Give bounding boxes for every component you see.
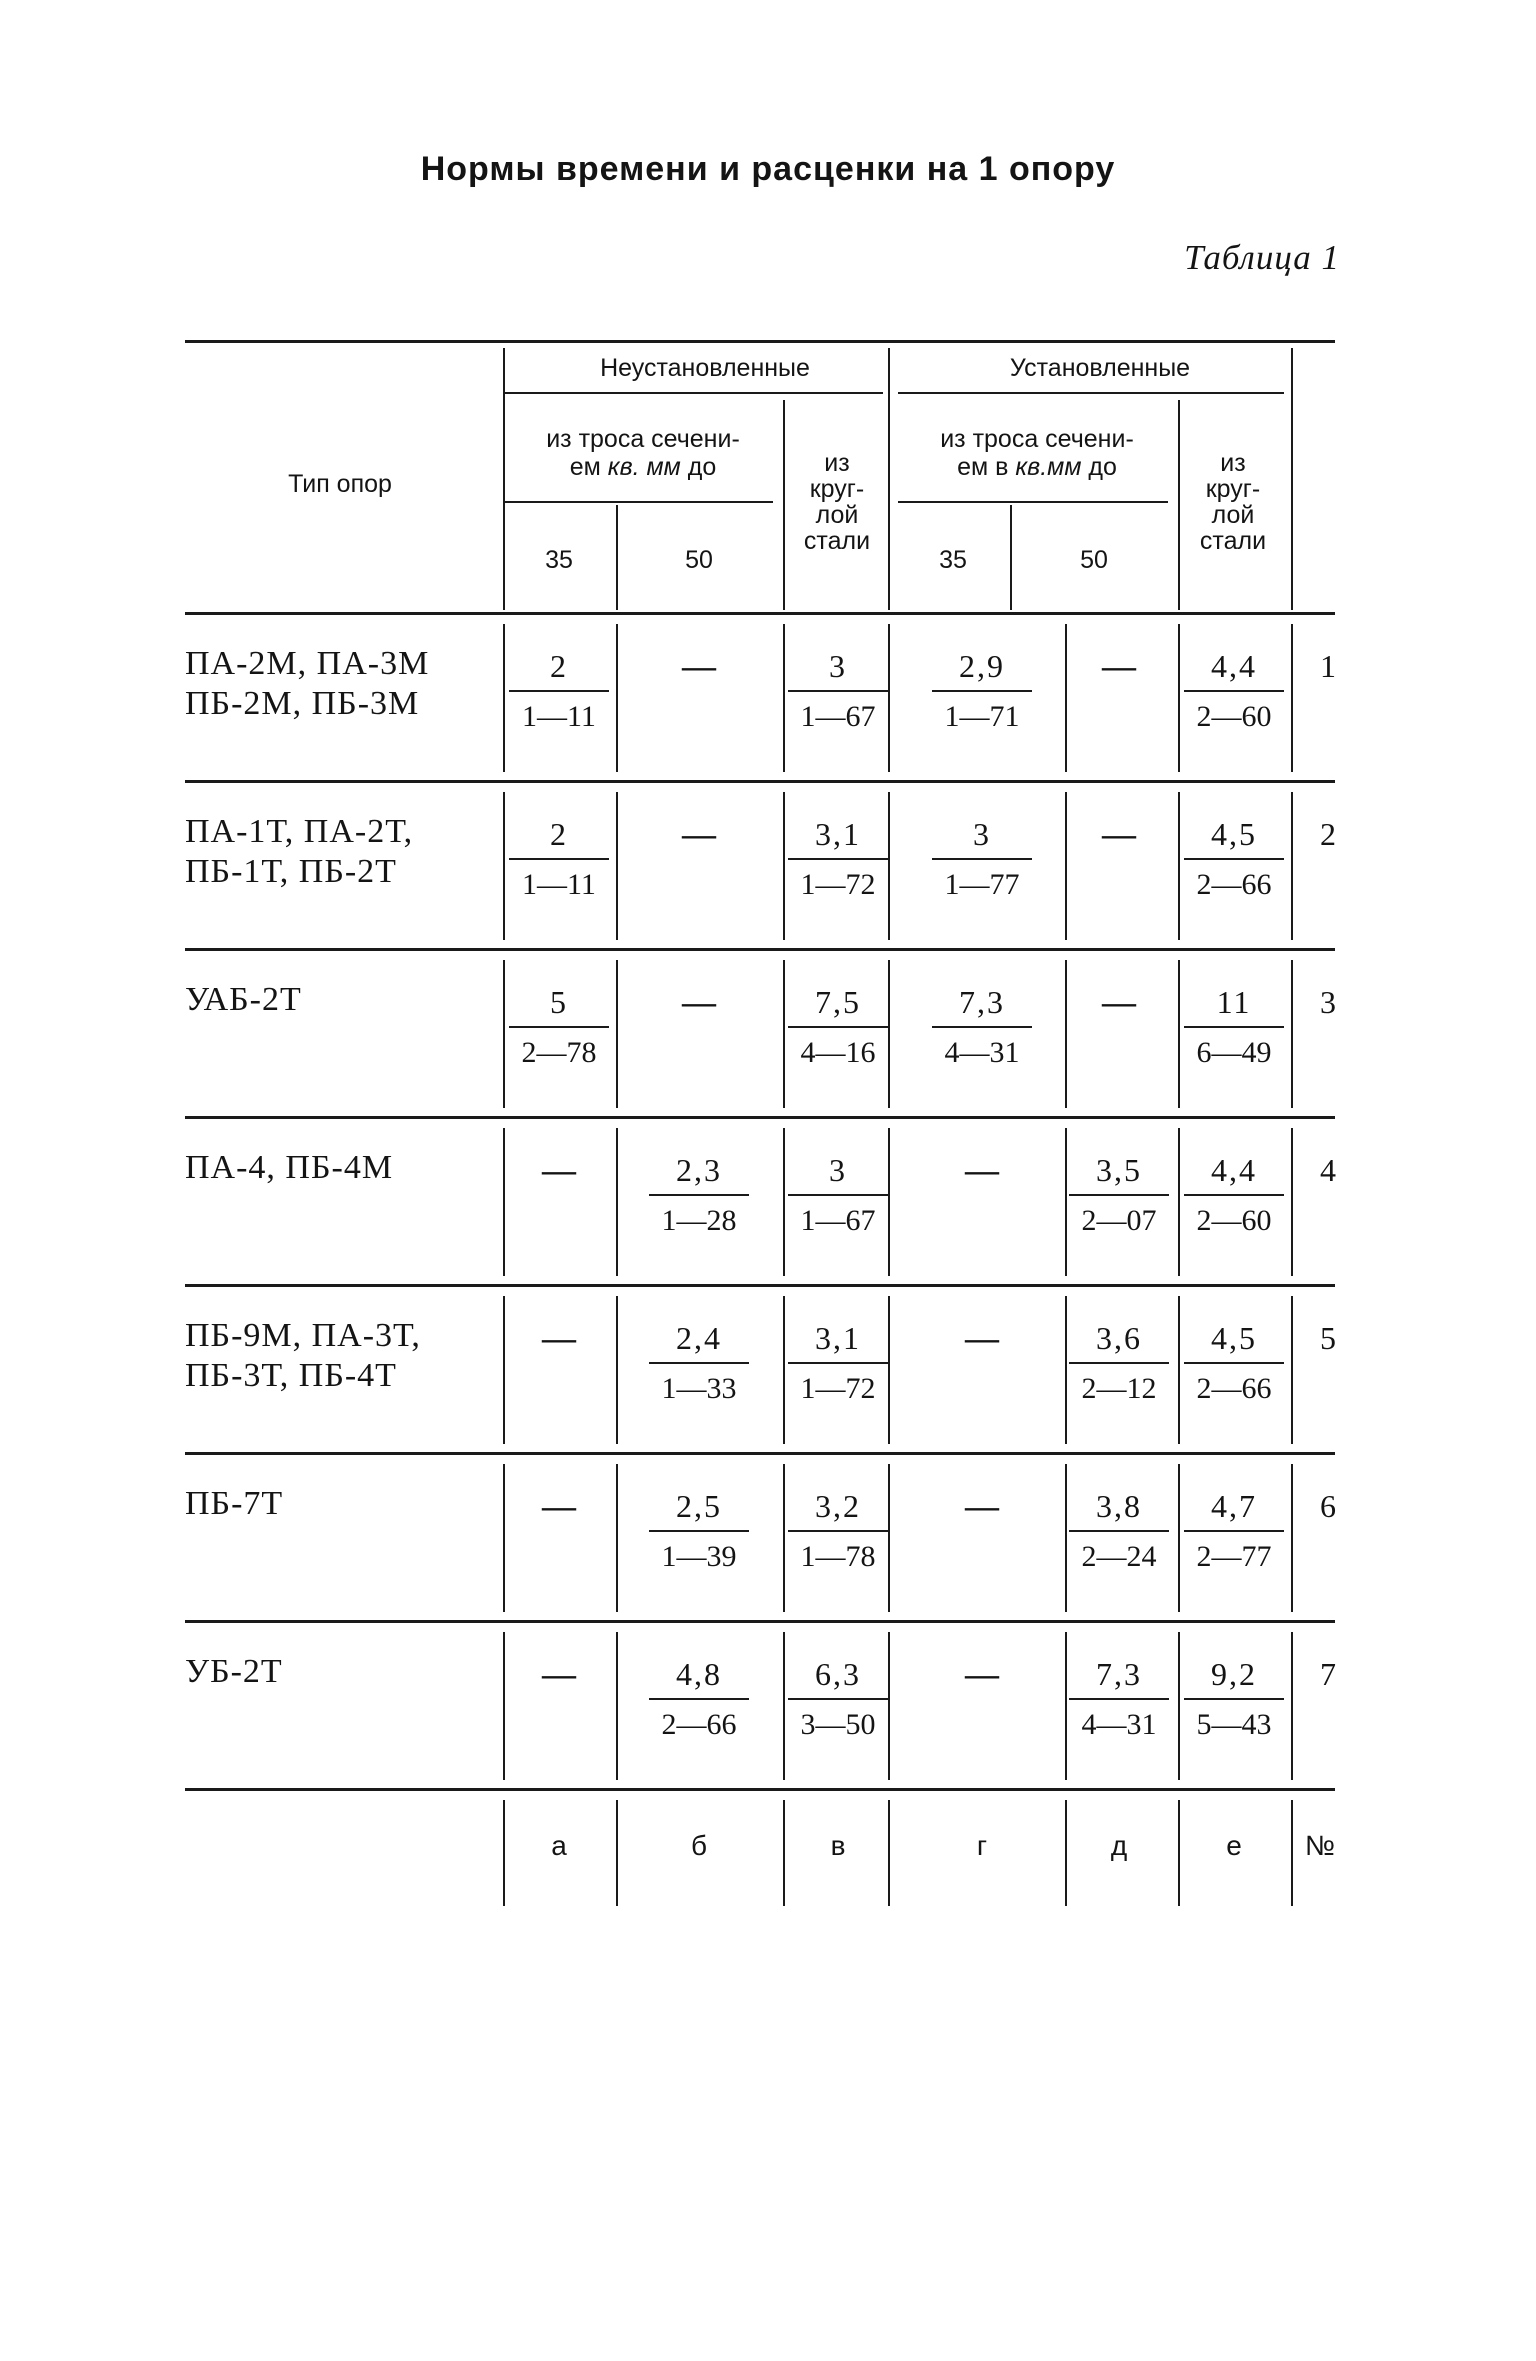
header-unset-round-steel: из круг- лой стали: [803, 449, 871, 555]
time-norm: 4,7: [1211, 1488, 1257, 1524]
header-set-35: 35: [939, 546, 967, 574]
row-rule: [185, 948, 1335, 951]
col-rule: [888, 792, 890, 940]
row-rule: [185, 1452, 1335, 1455]
fraction-line: [509, 690, 609, 692]
col-rule: [1291, 1464, 1293, 1612]
time-norm: 4,4: [1211, 648, 1257, 684]
col-rule: [1178, 1128, 1180, 1276]
table-bottom-rule: [185, 1788, 1335, 1791]
col-rule: [1065, 1128, 1067, 1276]
header-unset-cable: из троса сечени- ем кв. мм до: [546, 425, 740, 481]
time-norm: 6,3: [815, 1656, 861, 1692]
rate-value: 4—31: [1081, 1708, 1157, 1741]
header-type: Тип опор: [288, 470, 392, 498]
fraction-line: [1069, 1530, 1169, 1532]
fraction-line: [509, 1026, 609, 1028]
fraction-line: [509, 858, 609, 860]
fraction-line: [932, 690, 1032, 692]
rate-value: 1—77: [944, 868, 1020, 901]
row-number: 4: [1320, 1152, 1336, 1188]
time-norm: 3: [829, 648, 847, 684]
fraction-line: [788, 1194, 888, 1196]
col-rule: [616, 792, 618, 940]
time-norm: 2: [550, 648, 568, 684]
empty-dash: —: [965, 1488, 999, 1525]
row-number: 3: [1320, 984, 1336, 1020]
time-norm: 3,1: [815, 1320, 861, 1356]
col-rule: [503, 348, 505, 610]
col-rule: [783, 400, 785, 610]
time-norm: 7,3: [1096, 1656, 1142, 1692]
fraction-line: [1184, 1026, 1284, 1028]
row-rule: [185, 1116, 1335, 1119]
empty-dash: —: [965, 1656, 999, 1693]
col-rule: [1178, 400, 1180, 610]
rate-value: 2—07: [1081, 1204, 1157, 1237]
rate-value: 6—49: [1196, 1036, 1272, 1069]
group-rule-set: [898, 392, 1284, 394]
col-rule: [1065, 1296, 1067, 1444]
fraction-line: [788, 858, 888, 860]
col-rule: [1291, 960, 1293, 1108]
row-number: 1: [1320, 648, 1336, 684]
col-rule: [1178, 792, 1180, 940]
col-rule: [1178, 1296, 1180, 1444]
fraction-line: [1184, 690, 1284, 692]
rate-value: 1—33: [661, 1372, 737, 1405]
row-number: 2: [1320, 816, 1336, 852]
col-rule: [503, 1800, 505, 1906]
header-set-round-steel: из круг- лой стали: [1199, 449, 1267, 555]
row-rule: [185, 1620, 1335, 1623]
header-group-set: Установленные: [1009, 354, 1191, 382]
rate-value: 1—72: [800, 1372, 876, 1405]
col-rule: [616, 624, 618, 772]
time-norm: 9,2: [1211, 1656, 1257, 1692]
col-rule: [783, 792, 785, 940]
rate-value: 1—72: [800, 868, 876, 901]
support-type-name: УАБ-2Т: [185, 981, 302, 1018]
fraction-line: [932, 858, 1032, 860]
fraction-line: [1184, 858, 1284, 860]
fraction-line: [788, 1530, 888, 1532]
col-rule: [783, 1464, 785, 1612]
rate-value: 4—16: [800, 1036, 876, 1069]
support-type-name: ПА-4, ПБ-4М: [185, 1149, 394, 1186]
row-number: 5: [1320, 1320, 1336, 1356]
col-rule: [783, 960, 785, 1108]
col-rule: [1065, 1464, 1067, 1612]
col-rule: [1065, 624, 1067, 772]
support-type-name: УБ-2Т: [185, 1653, 283, 1690]
time-norm: 7,3: [959, 984, 1005, 1020]
empty-dash: —: [542, 1488, 576, 1525]
time-norm: 4,8: [676, 1656, 722, 1692]
col-rule: [783, 1296, 785, 1444]
col-rule: [1178, 960, 1180, 1108]
header-set-50: 50: [1080, 546, 1108, 574]
col-rule: [616, 505, 618, 610]
col-rule: [1065, 960, 1067, 1108]
fraction-line: [649, 1362, 749, 1364]
column-label: №: [1304, 1830, 1336, 1861]
rate-value: 2—66: [661, 1708, 737, 1741]
col-rule: [1178, 1464, 1180, 1612]
time-norm: 3,6: [1096, 1320, 1142, 1356]
fraction-line: [1069, 1362, 1169, 1364]
column-label: е: [1226, 1830, 1242, 1861]
fraction-line: [788, 1698, 888, 1700]
col-rule: [888, 1632, 890, 1780]
rate-value: 5—43: [1196, 1708, 1272, 1741]
col-rule: [1065, 792, 1067, 940]
rate-value: 1—11: [522, 868, 596, 901]
col-rule: [616, 1464, 618, 1612]
col-rule: [783, 624, 785, 772]
time-norm: 5: [550, 984, 568, 1020]
time-norm: 4,5: [1211, 816, 1257, 852]
col-rule: [616, 1632, 618, 1780]
fraction-line: [932, 1026, 1032, 1028]
col-rule: [503, 1464, 505, 1612]
fraction-line: [1184, 1194, 1284, 1196]
rate-value: 4—31: [944, 1036, 1020, 1069]
col-rule: [1178, 1800, 1180, 1906]
column-label: г: [976, 1830, 988, 1861]
col-rule: [1291, 1800, 1293, 1906]
fraction-line: [1184, 1530, 1284, 1532]
rate-value: 1—71: [944, 700, 1020, 733]
rate-value: 1—78: [800, 1540, 876, 1573]
rate-value: 1—67: [800, 700, 876, 733]
col-rule: [1291, 624, 1293, 772]
support-type-name: ПБ-9М, ПА-3Т, ПБ-3Т, ПБ-4Т: [185, 1317, 421, 1394]
time-norm: 2: [550, 816, 568, 852]
col-rule: [1178, 1632, 1180, 1780]
col-rule: [1065, 1632, 1067, 1780]
row-number: 6: [1320, 1488, 1336, 1524]
fraction-line: [788, 690, 888, 692]
rate-value: 2—12: [1081, 1372, 1157, 1405]
col-rule: [783, 1800, 785, 1906]
empty-dash: —: [965, 1320, 999, 1357]
table-caption: Таблица 1: [1184, 238, 1340, 277]
col-rule: [888, 960, 890, 1108]
time-norm: 3,5: [1096, 1152, 1142, 1188]
support-type-name: ПА-2М, ПА-3М ПБ-2М, ПБ-3М: [185, 645, 430, 722]
time-norm: 3,8: [1096, 1488, 1142, 1524]
header-bottom-rule: [185, 612, 1335, 615]
column-label: в: [830, 1830, 846, 1861]
norms-table: [185, 0, 1335, 2361]
rate-value: 2—77: [1196, 1540, 1272, 1573]
col-rule: [616, 1128, 618, 1276]
empty-dash: —: [965, 1152, 999, 1189]
empty-dash: —: [1102, 648, 1136, 685]
col-rule: [1291, 1632, 1293, 1780]
col-rule: [503, 960, 505, 1108]
empty-dash: —: [682, 984, 716, 1021]
empty-dash: —: [542, 1152, 576, 1189]
time-norm: 7,5: [815, 984, 861, 1020]
fraction-line: [1184, 1362, 1284, 1364]
empty-dash: —: [1102, 816, 1136, 853]
header-set-cable: из троса сечени- ем в кв.мм до: [940, 425, 1134, 481]
fraction-line: [788, 1026, 888, 1028]
col-rule: [503, 1128, 505, 1276]
header-group-unset: Неустановленные: [600, 354, 810, 382]
col-rule: [616, 1296, 618, 1444]
empty-dash: —: [542, 1656, 576, 1693]
support-type-name: ПА-1Т, ПА-2Т, ПБ-1Т, ПБ-2Т: [185, 813, 414, 890]
empty-dash: —: [682, 816, 716, 853]
fraction-line: [788, 1362, 888, 1364]
column-label: б: [690, 1830, 708, 1861]
time-norm: 2,4: [676, 1320, 722, 1356]
col-rule: [503, 624, 505, 772]
col-rule: [1010, 505, 1012, 610]
empty-dash: —: [542, 1320, 576, 1357]
rate-value: 1—11: [522, 700, 596, 733]
time-norm: 2,3: [676, 1152, 722, 1188]
fraction-line: [649, 1698, 749, 1700]
rate-value: 2—66: [1196, 868, 1272, 901]
col-rule: [1065, 1800, 1067, 1906]
rate-value: 1—28: [661, 1204, 737, 1237]
group-rule-unset: [503, 392, 883, 394]
time-norm: 3: [829, 1152, 847, 1188]
col-rule: [888, 1464, 890, 1612]
col-rule: [1291, 348, 1293, 610]
time-norm: 2,5: [676, 1488, 722, 1524]
col-rule: [888, 624, 890, 772]
rate-value: 1—39: [661, 1540, 737, 1573]
fraction-line: [1184, 1698, 1284, 1700]
col-rule: [888, 1128, 890, 1276]
header-unset-35: 35: [545, 546, 573, 574]
rate-value: 2—60: [1196, 1204, 1272, 1237]
col-rule: [1291, 792, 1293, 940]
col-rule: [888, 1800, 890, 1906]
fraction-line: [649, 1194, 749, 1196]
fraction-line: [1069, 1194, 1169, 1196]
rate-value: 1—67: [800, 1204, 876, 1237]
time-norm: 4,5: [1211, 1320, 1257, 1356]
rate-value: 3—50: [800, 1708, 876, 1741]
time-norm: 4,4: [1211, 1152, 1257, 1188]
column-label: д: [1110, 1830, 1128, 1861]
support-type-name: ПБ-7Т: [185, 1485, 284, 1522]
rate-value: 2—66: [1196, 1372, 1272, 1405]
empty-dash: —: [1102, 984, 1136, 1021]
col-rule: [616, 1800, 618, 1906]
col-rule: [1178, 624, 1180, 772]
col-rule: [503, 1296, 505, 1444]
time-norm: 3,1: [815, 816, 861, 852]
row-rule: [185, 780, 1335, 783]
rate-value: 2—78: [521, 1036, 597, 1069]
col-rule: [888, 348, 890, 610]
time-norm: 3: [973, 816, 991, 852]
col-rule: [503, 792, 505, 940]
subgroup-rule-unset: [503, 501, 773, 503]
header-unset-50: 50: [685, 546, 713, 574]
fraction-line: [649, 1530, 749, 1532]
col-rule: [783, 1128, 785, 1276]
rate-value: 2—60: [1196, 700, 1272, 733]
time-norm: 11: [1216, 984, 1252, 1020]
row-number: 7: [1320, 1656, 1336, 1692]
rate-value: 2—24: [1081, 1540, 1157, 1573]
col-rule: [616, 960, 618, 1108]
col-rule: [503, 1632, 505, 1780]
time-norm: 3,2: [815, 1488, 861, 1524]
empty-dash: —: [682, 648, 716, 685]
page-title: Нормы времени и расценки на 1 опору: [420, 150, 1116, 188]
subgroup-rule-set: [898, 501, 1168, 503]
table-top-rule: [185, 340, 1335, 343]
column-label: а: [551, 1830, 567, 1861]
fraction-line: [1069, 1698, 1169, 1700]
col-rule: [783, 1632, 785, 1780]
row-rule: [185, 1284, 1335, 1287]
col-rule: [1291, 1296, 1293, 1444]
col-rule: [1291, 1128, 1293, 1276]
col-rule: [888, 1296, 890, 1444]
time-norm: 2,9: [959, 648, 1005, 684]
